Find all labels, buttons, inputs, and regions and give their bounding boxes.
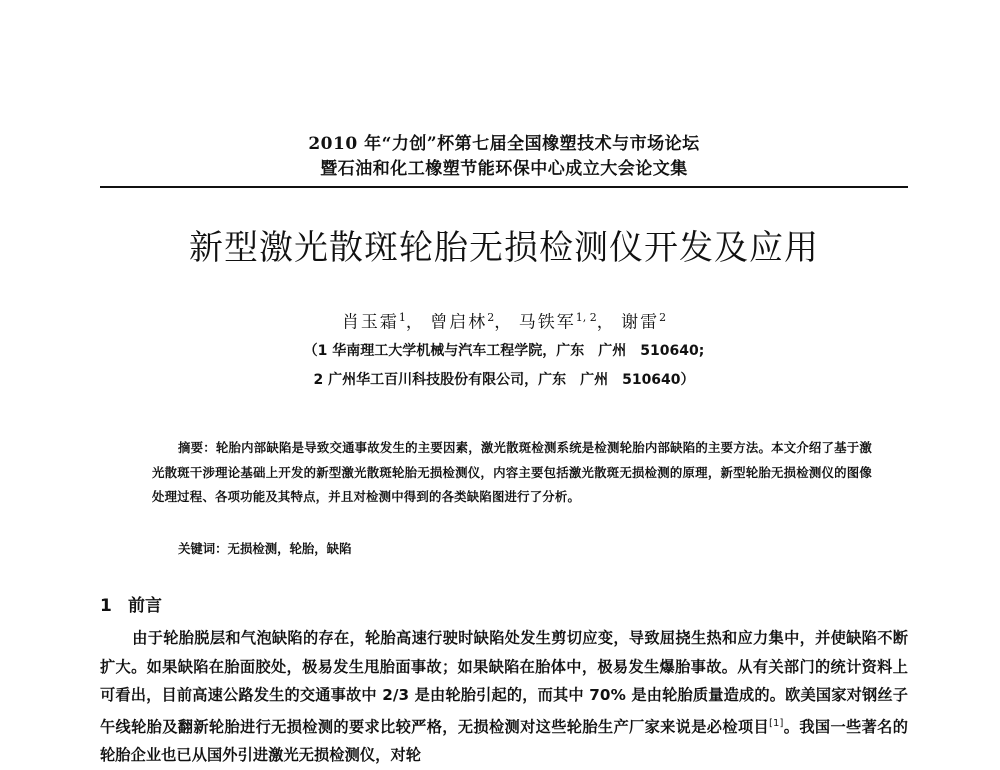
affiliation-1: （1 华南理工大学机械与汽车工程学院，广东 广州 510640; [303, 343, 705, 359]
affiliation-2: 2 广州华工百川科技股份有限公司，广东 广州 510640） [313, 372, 695, 388]
keywords: 关键词：无损检测，轮胎，缺陷 [178, 541, 352, 556]
citation-marker: [1] [769, 717, 784, 729]
author-affiliation-marker: 1 [398, 311, 406, 324]
author-affiliation-marker: 2 [659, 311, 667, 324]
author-separator: ， [494, 312, 512, 333]
conference-header [100, 132, 908, 182]
author-affiliation-marker: 2 [487, 311, 495, 324]
conference-line-2: 暨石油和化工橡塑节能环保中心成立大会论文集 [320, 159, 688, 179]
author-name: 马铁军 [518, 312, 576, 333]
author-separator: ， [405, 312, 423, 333]
section-heading [100, 594, 162, 618]
author-separator: ， [596, 312, 614, 333]
author-name: 谢雷 [621, 312, 660, 333]
section-body [100, 624, 908, 770]
section-title: 前言 [128, 596, 162, 616]
conference-line-1: 2010 年“力创”杯第七届全国橡塑技术与市场论坛 [308, 134, 700, 154]
abstract-text: 摘要：轮胎内部缺陷是导致交通事故发生的主要因素，激光散斑检测系统是检测轮胎内部缺陷的主要方法。本文介绍了基于激光散斑干涉理论基础上开发的新型激光散斑轮胎无损检测仪，内容主要包括激光散斑无损检测的原理，新型轮胎无损检测仪的图像处理过程、各项功能及其特点，并且对检测中得到的各类缺陷图进行了分析。 [152, 440, 872, 505]
body-text-part-1: 由于轮胎脱层和气泡缺陷的存在，轮胎高速行驶时缺陷处发生剪切应变，导致屈挠生热和应力集中，并使缺陷不断扩大。如果缺陷在胎面胶处，极易发生甩胎面事故；如果缺陷在胎体中，极易发生爆胎事故。从有关部门的统计资料上可看出，目前高速公路发生的交通事故中 2/3 是由轮胎引起的，而其中 70% 是由轮胎质量造成的。欧美国家对钢丝子午线轮胎及翻新轮胎进行无损检测的要求比较严格，无损检测对这些轮胎生产厂家来说是必检项目 [100, 629, 908, 736]
section-number: 1 [100, 596, 112, 616]
author-name: 肖玉霜 [341, 312, 399, 333]
paper-title: 新型激光散斑轮胎无损检测仪开发及应用 [189, 228, 819, 268]
abstract [152, 436, 872, 510]
author-name: 曾启林 [430, 312, 488, 333]
body-text-part-2: 。我国一些著名的轮胎企业也已从国外引进激光无损检测仪，对轮 [100, 717, 908, 765]
author-list [100, 306, 908, 335]
header-rule [100, 186, 908, 188]
author-affiliation-marker: 1, 2 [575, 311, 597, 324]
